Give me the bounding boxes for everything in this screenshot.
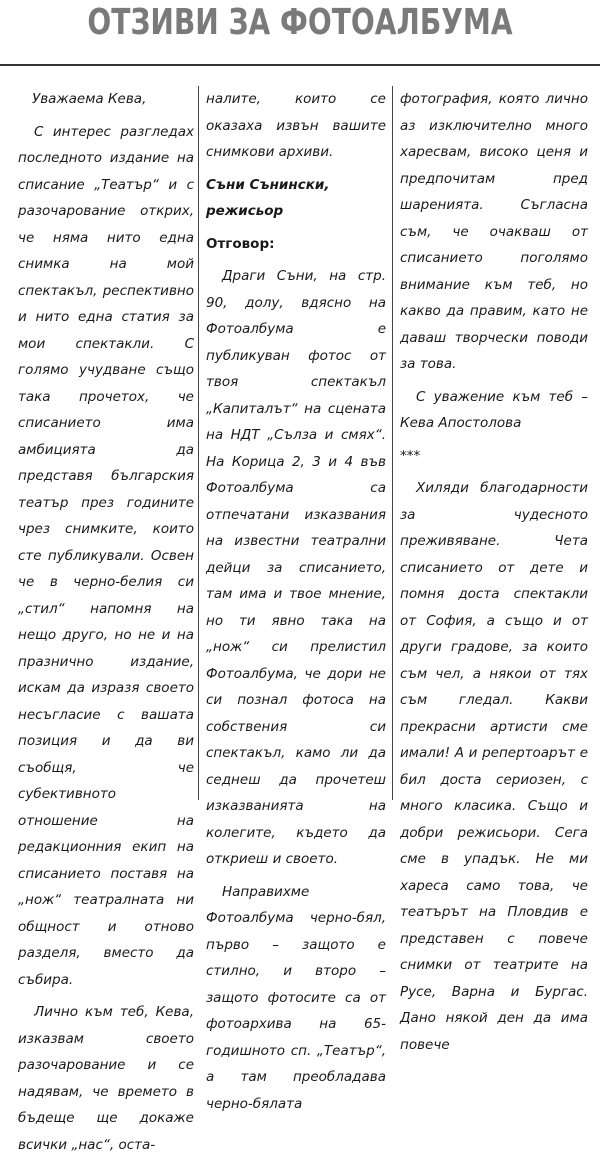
- letter-paragraph: Хиляди благодарности за чудесното преживяване. Чета списанието от дете и помня доста спектакли от София, а също и от други градове, за които съм чел, а някои от тях съм гледал. Какви прекрасни артисти сме имали! А и репертоарът е бил доста сериозен, с много класика. Също и добри режисьори. Сега сме в упадък. Не ми хареса само това, че театърът на Пловдив е представен с повече снимки от театрите на Русе, Варна и Бургас. Дано някой ден да има повече: [400, 480, 588, 1053]
- letter-paragraph: налите, които се оказаха извън вашите снимкови архиви.: [206, 91, 386, 160]
- letter-paragraph: С интерес разгледах последното издание на списание „Театър“ и с разочарование открих, че няма нито една снимка на мой спектакъл, респективно и нито една статия за мои спектакли. С голямо учудване също така прочетох, че списанието има амбицията да представя българския театър през годините чрез снимките, които сте публикували. Освен че в черно-белия си „стил“ напомня на нещо друго, но не и на празнично издание, искам да изразя своето несъгласие с вашата позиция и да ви съобщя, че субективното отношение на редакционния екип на списанието поставя на „нож“ театралната ни общност и отново разделя, вместо да събира.: [18, 123, 194, 988]
- column-divider-1: [198, 86, 199, 800]
- column-2: [206, 86, 386, 1112]
- signature-name: Съни Сънински,: [206, 176, 330, 193]
- page-headline: ОТЗИВИ ЗА ФОТОАЛБУМА: [87, 2, 513, 43]
- answer-paragraph: фотография, която лично аз изключително много харесвам, високо ценя и предпочитам пред шаренията. Съгласна съм, че очакваш от списанието поголямо внимание към теб, но какво да правим, като не даваш творчески поводи за това.: [400, 91, 588, 372]
- answer-paragraph: Драги Съни, на стр. 90, долу, вдясно на Фотоалбума е публикуван фотос от твоя спектакъл „Капиталът“ на сцената на НДТ „Сълза и смях“. На Корица 2, 3 и 4 във Фотоалбума са отпечатани изказвания на известни театрални дейци за списанието, там има и твое мнение, но ти явно така на „нож“ си прелистил Фотоалбума, че дори не си познал фотоса на собствения си спектакъл, камо ли да седнеш да прочетеш изказванията на колегите, където да откриеш и своето.: [206, 268, 386, 867]
- separator-stars: ***: [400, 447, 421, 464]
- column-3: [400, 86, 588, 1053]
- headline-rule: [0, 64, 600, 66]
- signature-title: режисьор: [206, 203, 284, 219]
- letter-paragraph: Лично към теб, Кева, изказвам своето разочарование и се надявам, че времето в бъдеще ще докаже всички „нас“, оста-: [18, 1004, 194, 1153]
- salutation: Уважаема Кева,: [32, 91, 147, 107]
- column-1: [18, 86, 194, 1153]
- column-divider-2: [392, 86, 393, 800]
- answer-signature: С уважение към теб – Кева Апостолова: [400, 388, 588, 431]
- answer-heading: Отговор:: [206, 235, 275, 252]
- answer-paragraph: Направихме Фотоалбума черно-бял, първо – защото е стилно, и второ – защото фотосите са от фотоархива на 65-годишното сп. „Театър“, а там преобладава черно-бялата: [206, 883, 386, 1112]
